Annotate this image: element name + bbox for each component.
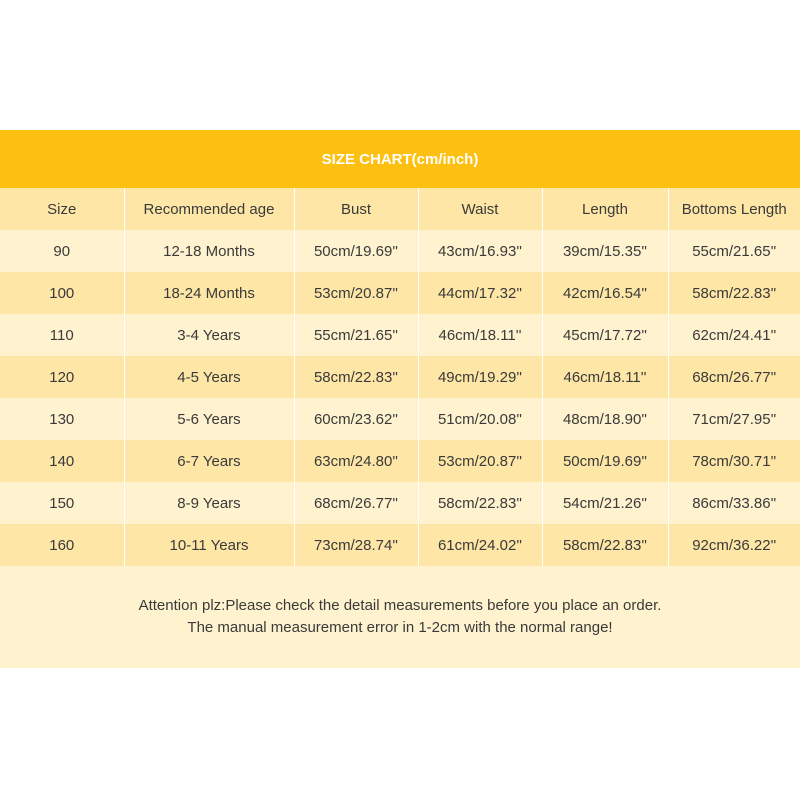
cell-age: 18-24 Months: [124, 272, 294, 314]
cell-length: 50cm/19.69'': [542, 440, 668, 482]
cell-waist: 43cm/16.93'': [418, 230, 542, 272]
cell-size: 100: [0, 272, 124, 314]
cell-length: 46cm/18.11'': [542, 356, 668, 398]
table-row: [0, 524, 800, 566]
cell-bust: 50cm/19.69'': [294, 230, 418, 272]
cell-waist: 49cm/19.29'': [418, 356, 542, 398]
cell-age: 5-6 Years: [124, 398, 294, 440]
cell-size: 160: [0, 524, 124, 566]
column-header-age: Recommended age: [124, 188, 294, 230]
cell-size: 150: [0, 482, 124, 524]
cell-waist: 51cm/20.08'': [418, 398, 542, 440]
cell-waist: 61cm/24.02'': [418, 524, 542, 566]
table-row: [0, 482, 800, 524]
cell-size: 110: [0, 314, 124, 356]
cell-length: 54cm/21.26'': [542, 482, 668, 524]
column-header-length: Length: [542, 188, 668, 230]
cell-size: 120: [0, 356, 124, 398]
cell-size: 140: [0, 440, 124, 482]
cell-waist: 53cm/20.87'': [418, 440, 542, 482]
cell-bottoms-length: 71cm/27.95'': [692, 410, 777, 428]
cell-length: 45cm/17.72'': [542, 314, 668, 356]
cell-bust: 73cm/28.74'': [294, 524, 418, 566]
cell-bottoms-length: 92cm/36.22'': [692, 536, 777, 554]
table-row: [0, 398, 800, 440]
cell-length: 48cm/18.90'': [542, 398, 668, 440]
cell-bust: 58cm/22.83'': [294, 356, 418, 398]
cell-bottoms-length: 86cm/33.86'': [692, 494, 777, 512]
column-header-bottoms-length: Bottoms Length: [681, 200, 787, 218]
cell-age: 10-11 Years: [124, 524, 294, 566]
table-row: [0, 440, 800, 482]
cell-length: 58cm/22.83'': [542, 524, 668, 566]
cell-length: 39cm/15.35'': [542, 230, 668, 272]
note-line-1: Attention plz:Please check the detail measurements before you place an order.: [138, 597, 662, 614]
header-row: [0, 188, 800, 230]
table-row: [0, 230, 800, 272]
size-chart: [0, 130, 800, 668]
cell-age: 3-4 Years: [124, 314, 294, 356]
column-header-size: Size: [0, 188, 124, 230]
cell-age: 6-7 Years: [124, 440, 294, 482]
cell-bust: 55cm/21.65'': [294, 314, 418, 356]
column-header-waist: Waist: [418, 188, 542, 230]
cell-length: 42cm/16.54'': [542, 272, 668, 314]
column-header-bust: Bust: [294, 188, 418, 230]
cell-bust: 63cm/24.80'': [294, 440, 418, 482]
size-table: [0, 188, 800, 566]
cell-age: 12-18 Months: [124, 230, 294, 272]
cell-bottoms-length: 78cm/30.71'': [692, 452, 777, 470]
cell-bottoms-length: 55cm/21.65'': [692, 242, 777, 260]
cell-size: 90: [0, 230, 124, 272]
cell-age: 4-5 Years: [124, 356, 294, 398]
cell-bottoms-length: 62cm/24.41'': [692, 326, 777, 344]
cell-waist: 58cm/22.83'': [418, 482, 542, 524]
cell-size: 130: [0, 398, 124, 440]
cell-bottoms-length: 58cm/22.83'': [692, 284, 777, 302]
table-row: [0, 314, 800, 356]
note-line-2: The manual measurement error in 1-2cm with the normal range!: [187, 619, 613, 636]
table-row: [0, 356, 800, 398]
cell-bust: 68cm/26.77'': [294, 482, 418, 524]
table-row: [0, 272, 800, 314]
attention-note: [0, 566, 800, 668]
cell-age: 8-9 Years: [124, 482, 294, 524]
cell-bottoms-length: 68cm/26.77'': [692, 368, 777, 386]
chart-title: SIZE CHART(cm/inch): [0, 130, 800, 188]
cell-bust: 53cm/20.87'': [294, 272, 418, 314]
cell-bust: 60cm/23.62'': [294, 398, 418, 440]
cell-waist: 46cm/18.11'': [418, 314, 542, 356]
cell-waist: 44cm/17.32'': [418, 272, 542, 314]
